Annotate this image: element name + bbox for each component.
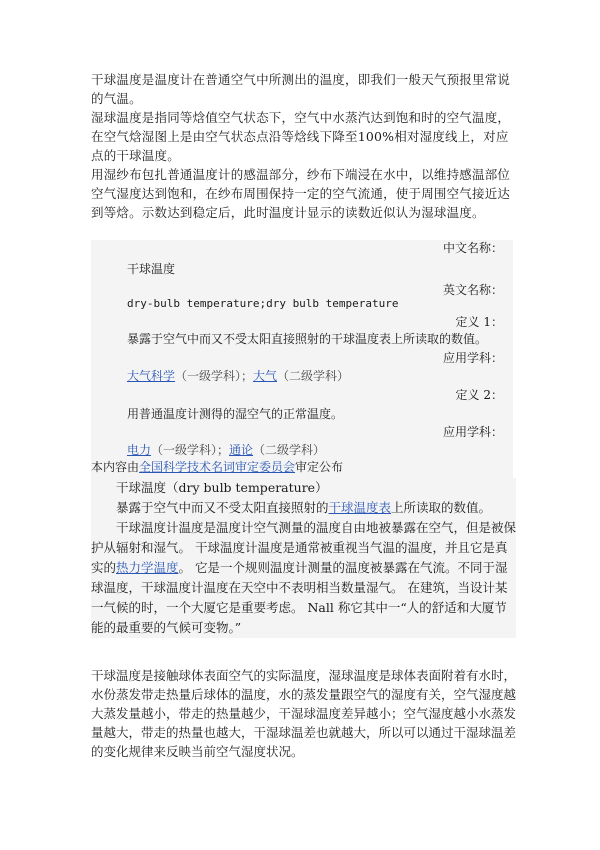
translation-title: 干球温度（dry bulb temperature） <box>116 480 328 495</box>
definition-1-value: 暴露于空气中而又不受太阳直接照射的干球温度表上所读取的数值。 <box>127 332 488 346</box>
link-atmospheric-science[interactable]: 大气科学 <box>127 369 176 383</box>
intro-paragraph-method: 用湿纱布包扎普通温度计的感温部分，纱布下端浸在水中，以维持感温部位空气湿度达到饱和，在纱布周围保持一定的空气流通，使于周围空气接近达到等焓。示数达到稳定后，此时温度计显示的读数近似认为湿球温度。 <box>91 167 511 220</box>
link-general-theory[interactable]: 通论 <box>229 443 254 457</box>
link-electric-power[interactable]: 电力 <box>127 443 152 457</box>
intro-section <box>91 70 516 222</box>
subject-1-value: 大气科学（一级学科）；大气（二级学科） <box>127 369 350 383</box>
en-name-label: 英文名称： <box>442 283 503 297</box>
subject-1-label: 应用学科： <box>442 351 503 365</box>
link-thermodynamic-temperature[interactable]: 热力学温度 <box>116 560 179 575</box>
source-note: 本内容由全国科学技术名词审定委员会审定公布 <box>91 460 344 474</box>
intro-paragraph-dry-bulb: 干球温度是温度计在普通空气中所测出的温度，即我们一般天气预报里常说的气温。 <box>91 72 511 106</box>
intro-paragraph-wet-bulb: 湿球温度是指同等焓值空气状态下，空气中水蒸汽达到饱和时的空气温度，在空气焓湿图上是由空气状态点沿等焓线下降至100%相对湿度线上，对应点的干球温度。 <box>91 110 511 163</box>
translation-definition: 暴露于空气中而又不受太阳直接照射的干球温度表上所读取的数值。 <box>116 500 492 515</box>
translation-paragraph: 干球温度计温度是温度计空气测量的温度自由地被暴露在空气，但是被保护从辐射和湿气。 干球温度计温度是通常被重视当气温的温度，并且它是真实的热力学温度。 它是一个规则温度计测量的温度被暴露在气流。不同于湿球温度，干球温度计温度在天空中不表明相当数量湿气。 在建筑，当设计某一气候的时，一个大厦它是重要考虑。 Nall 称它其中一“人的舒适和大厦节能的最重要的气候可变物。” <box>91 520 517 635</box>
en-name-value: dry-bulb temperature;dry bulb temperature <box>127 297 399 310</box>
link-atmosphere[interactable]: 大气 <box>253 369 278 383</box>
cn-name-value: 干球温度 <box>127 262 176 276</box>
outro-section <box>91 666 516 761</box>
link-terminology-committee[interactable]: 全国科学技术名词审定委员会 <box>139 460 296 474</box>
subject-2-value: 电力（一级学科）；通论（二级学科） <box>127 443 326 457</box>
outro-paragraph: 干球温度是接触球体表面空气的实际温度，湿球温度是球体表面附着有水时，水份蒸发带走热量后球体的温度，水的蒸发量跟空气的湿度有关，空气湿度越大蒸发量越小，带走的热量越少，干湿球温度差异越小；空气湿度越小水蒸发量越大，带走的热量也越大，干湿球温差也就越大，所以可以通过干湿球温差的变化规律来反映当前空气湿度状况。 <box>91 668 517 759</box>
definition-1-label: 定义 1： <box>455 315 503 329</box>
cn-name-label: 中文名称： <box>442 241 503 255</box>
english-translation-section <box>91 478 516 638</box>
link-dry-bulb-thermometer[interactable]: 干球温度表 <box>328 500 392 515</box>
definition-2-value: 用普通温度计测得的湿空气的正常温度。 <box>127 407 344 421</box>
definition-2-label: 定义 2： <box>455 388 503 402</box>
subject-2-label: 应用学科： <box>442 425 503 439</box>
